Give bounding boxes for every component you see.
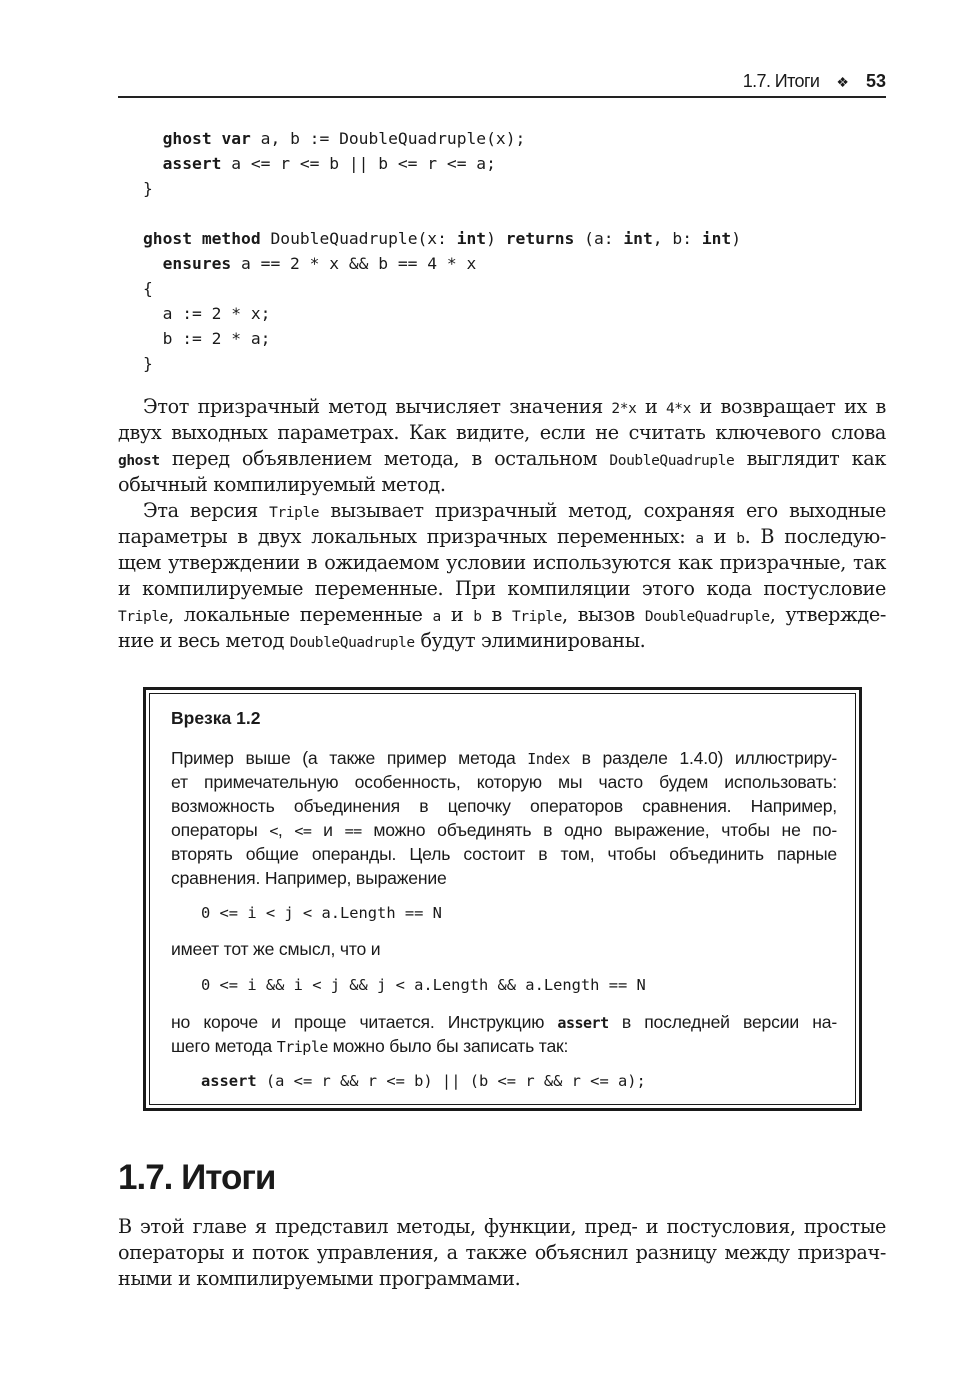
section-heading: 1.7. Итоги — [118, 1158, 276, 1197]
sidebar-code-1: 0 <= i < j < a.Length == N — [201, 904, 442, 922]
text-line: имеет тот же смысл, что и — [171, 939, 381, 959]
inline-code: b — [473, 609, 482, 625]
code-keyword: int — [456, 229, 487, 248]
sidebar-paragraph — [171, 937, 837, 961]
code-keyword: method — [201, 229, 261, 248]
text-line: В этой главе я представил методы, функции, пред- и постусловия, простые — [118, 1215, 886, 1238]
text-line: вторять общие операнды. Цель состоит в том, чтобы объединить парные — [171, 844, 837, 864]
text-line: возможность объединения в цепочку операторов сравнения. Например, — [171, 796, 837, 816]
code-line: } — [143, 179, 153, 198]
text-line: операторы <, <= и == можно объединять в одно выражение, чтобы не по- — [171, 820, 837, 840]
paragraph — [118, 394, 886, 498]
inline-code: DoubleQuadruple — [289, 635, 415, 651]
paragraph — [118, 498, 886, 654]
inline-code: DoubleQuadruple — [609, 453, 735, 469]
body-text — [118, 394, 886, 654]
text-line: ние и весь метод DoubleQuadruple будут элиминированы. — [118, 629, 646, 652]
inline-code: Triple — [276, 1038, 328, 1056]
text-line: параметры в двух локальных призрачных переменных: a и b. В последую- — [118, 525, 886, 548]
code-keyword: int — [701, 229, 732, 248]
inline-code: b — [736, 531, 745, 547]
code-keyword: ghost — [162, 129, 212, 148]
code-text: a == 2 * x && b == 4 * x — [231, 254, 477, 273]
code-line — [143, 151, 741, 176]
code-line: b := 2 * a; — [143, 329, 271, 348]
text-line: сравнения. Например, выражение — [171, 868, 447, 888]
code-keyword: int — [623, 229, 653, 248]
code-listing-top — [143, 126, 741, 376]
code-line: { — [143, 279, 153, 298]
code-line-empty — [143, 201, 741, 226]
code-keyword: var — [221, 129, 251, 148]
code-text: a, b := DoubleQuadruple(x); — [250, 129, 526, 148]
inline-code: ghost — [118, 453, 160, 469]
inline-code: assert — [557, 1014, 609, 1032]
inline-code: <= — [294, 822, 312, 840]
inline-code: DoubleQuadruple — [644, 609, 770, 625]
sidebar-title: Врезка 1.2 — [171, 708, 261, 728]
sidebar-code-3 — [201, 1069, 646, 1093]
inline-code: 2*x — [611, 401, 637, 417]
code-keyword: ghost — [143, 229, 193, 248]
inline-code: Triple — [118, 609, 168, 625]
text-line: обычный компилируемый метод. — [118, 473, 446, 496]
code-line: } — [143, 354, 153, 373]
running-header — [118, 66, 886, 98]
text-line: Пример выше (а также пример метода Index в разделе 1.4.0) иллюстриру- — [171, 748, 837, 768]
text-line: ghost перед объявлением метода, в остальном DoubleQuadruple выглядит как — [118, 447, 886, 470]
text-line: и компилируемые переменные. При компиляции этого кода постусловие — [118, 577, 886, 600]
inline-code: Triple — [511, 609, 562, 625]
text-line: двух выходных параметрах. Как видите, если не считать ключевого слова — [118, 421, 886, 444]
text-line: но короче и проще читается. Инструкцию assert в последней версии на- — [171, 1012, 837, 1032]
text-line: щем утверждении в ожидаемом условии используются как призрачные, так — [118, 551, 886, 574]
inline-code: Triple — [269, 505, 320, 521]
ornament-icon: ❖ — [836, 74, 849, 90]
code-keyword: returns — [505, 229, 575, 248]
code-text: (a <= r && r <= b) || (b <= r && r <= a); — [256, 1072, 646, 1090]
code-text: ) — [486, 229, 506, 248]
inline-code: == — [344, 822, 362, 840]
code-keyword: assert — [201, 1072, 257, 1090]
inline-code: 4*x — [665, 401, 691, 417]
sidebar-paragraph — [171, 1010, 837, 1058]
sidebar-code-2: 0 <= i && i < j && j < a.Length && a.Length == N — [201, 976, 646, 994]
code-text: (a: — [574, 229, 624, 248]
section-body — [118, 1214, 886, 1292]
text-line: операторы и поток управления, а также объяснил разницу между призрач- — [118, 1241, 886, 1264]
text-line: ными и компилируемыми программами. — [118, 1267, 521, 1290]
code-text: , b: — [652, 229, 702, 248]
inline-code: a — [695, 531, 704, 547]
code-line: a := 2 * x; — [143, 304, 271, 323]
text-line: Triple, локальные переменные a и b в Triple, вызов DoubleQuadruple, утвержде- — [118, 603, 886, 626]
text-line: Этот призрачный метод вычисляет значения 2*x и 4*x и возвращает их в — [143, 395, 887, 418]
sidebar-box — [143, 687, 862, 1111]
sidebar-paragraph — [171, 746, 837, 890]
page-number: 53 — [865, 71, 886, 91]
code-line — [143, 126, 741, 151]
code-text: ) — [731, 229, 742, 248]
inline-code: Index — [527, 750, 570, 768]
text-line: ет примечательную особенность, которую мы часто будем использовать: — [171, 772, 837, 792]
code-line — [143, 251, 741, 276]
code-text: DoubleQuadruple(x: — [260, 229, 457, 248]
inline-code: a — [432, 609, 441, 625]
header-right — [743, 71, 886, 92]
code-line — [143, 226, 741, 251]
code-keyword: ensures — [162, 254, 232, 273]
text-line: Эта версия Triple вызывает призрачный метод, сохраняя его выходные — [143, 499, 886, 522]
code-keyword: assert — [162, 154, 222, 173]
header-title: 1.7. Итоги — [742, 71, 820, 91]
inline-code: < — [269, 822, 278, 840]
text-line: шего метода Triple можно было бы записать так: — [171, 1036, 569, 1056]
code-text: a <= r <= b || b <= r <= a; — [221, 154, 496, 173]
